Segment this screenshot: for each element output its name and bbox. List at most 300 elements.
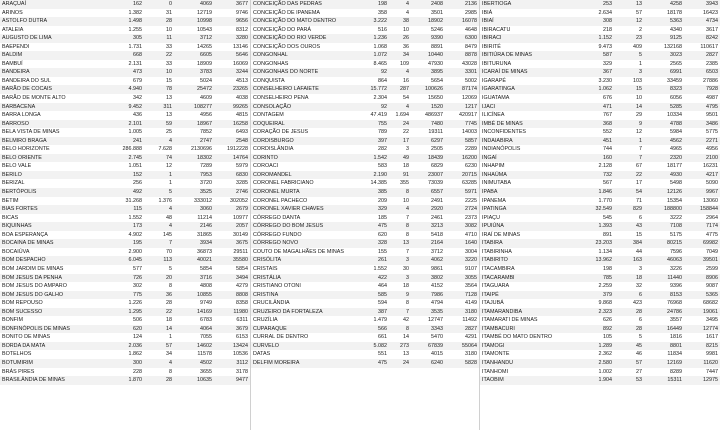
vaccinated-first-dose: 6557 (411, 188, 445, 197)
vaccinated-second-dose: 16200 (445, 154, 479, 163)
confirmed-cases: 358 (355, 9, 389, 18)
municipality-name: BARÃO DE COCAIS (0, 85, 98, 94)
confirmed-cases: 1.226 (98, 299, 144, 308)
confirmed-cases: 2.036 (98, 342, 144, 351)
table-row (251, 43, 479, 52)
vaccinated-second-dose: 4038 (214, 94, 250, 103)
vaccinated-second-dose: 6300 (445, 34, 479, 43)
table-row (251, 120, 479, 129)
municipality-name: BARBACENA (0, 103, 98, 112)
confirmed-cases: 228 (98, 368, 144, 377)
table-row (0, 60, 250, 69)
vaccinated-first-dose: 1816 (644, 333, 684, 342)
vaccinated-second-dose: 55064 (445, 342, 479, 351)
vaccinated-second-dose: 8479 (445, 43, 479, 52)
table-row (0, 85, 250, 94)
vaccinated-first-dose: 5024 (174, 77, 214, 86)
municipality-name: ITAGUARA (480, 282, 578, 291)
municipality-name: IPATINGA (480, 205, 578, 214)
table-row (0, 274, 250, 283)
confirmed-cases: 767 (578, 111, 614, 120)
deaths: 8 (144, 368, 174, 377)
vaccinated-first-dose: 1520 (411, 103, 445, 112)
municipality-name: IPIAÇU (480, 214, 578, 223)
table-row (251, 145, 479, 154)
confirmed-cases: 105 (578, 333, 614, 342)
deaths: 7 (389, 248, 411, 257)
vaccinated-first-dose: 8153 (644, 291, 684, 300)
deaths: 1 (614, 60, 644, 69)
vaccinated-second-dose: 20715 (445, 171, 479, 180)
municipality-name: IMBÉ DE MINAS (480, 120, 578, 129)
confirmed-cases: 473 (98, 68, 144, 77)
confirmed-cases: 1.862 (98, 350, 144, 359)
municipality-name: IPANEMA (480, 197, 578, 206)
municipality-name: CONCEIÇÃO DAS PEDRAS (251, 0, 355, 9)
deaths: 6 (614, 291, 644, 300)
confirmed-cases: 385 (355, 188, 389, 197)
table-row (0, 291, 250, 300)
confirmed-cases: 2.304 (355, 94, 389, 103)
vaccinated-second-dose: 23265 (214, 85, 250, 94)
deaths: 7 (389, 214, 411, 223)
confirmed-cases: 577 (98, 265, 144, 274)
confirmed-cases: 218 (578, 26, 614, 35)
vaccinated-first-dose: 18302 (174, 154, 214, 163)
municipality-name: BARROSO (0, 120, 98, 129)
municipality-name: BOM JESUS DO AMPARO (0, 282, 98, 291)
table-row (480, 9, 720, 18)
vaccinated-second-dose: 3180 (445, 308, 479, 317)
confirmed-cases: 789 (355, 128, 389, 137)
vaccinated-second-dose: 4987 (684, 94, 720, 103)
municipality-name: CORDISLÂNDIA (251, 145, 355, 154)
municipality-name: COUTO DE MAGALHÃES DE MINAS (251, 248, 355, 257)
confirmed-cases: 1.846 (578, 188, 614, 197)
vaccinated-second-dose: 8906 (684, 274, 720, 283)
municipality-name: BIAS FORTES (0, 205, 98, 214)
table-row (251, 274, 479, 283)
table-row (480, 111, 720, 120)
vaccinated-second-dose: 13060 (684, 197, 720, 206)
confirmed-cases: 368 (578, 120, 614, 129)
municipality-name: CORAÇÃO DE JESUS (251, 128, 355, 137)
municipality-name: INHAÚMA (480, 171, 578, 180)
table-row (251, 231, 479, 240)
table-row (251, 299, 479, 308)
table-row (251, 308, 479, 317)
municipality-name: BERIZAL (0, 179, 98, 188)
confirmed-cases: 1.005 (98, 128, 144, 137)
deaths: 5 (144, 265, 174, 274)
municipality-name: IJACI (480, 103, 578, 112)
deaths: 13 (389, 350, 411, 359)
vaccinated-first-dose: 25472 (174, 85, 214, 94)
confirmed-cases: 475 (355, 359, 389, 368)
vaccinated-second-dose: 16078 (445, 17, 479, 26)
vaccinated-first-dose: 3712 (411, 248, 445, 257)
table-row (251, 137, 479, 146)
vaccinated-first-dose: 8289 (644, 368, 684, 377)
confirmed-cases: 775 (98, 291, 144, 300)
vaccinated-second-dose: 8215 (684, 342, 720, 351)
vaccinated-first-dose: 10635 (174, 376, 214, 385)
municipality-name: CRISTÁLIA (251, 274, 355, 283)
confirmed-cases: 379 (578, 291, 614, 300)
vaccinated-first-dose: 9390 (411, 34, 445, 43)
vaccinated-second-dose: 10536 (214, 350, 250, 359)
deaths: 10 (144, 26, 174, 35)
vaccinated-second-dose: 16231 (684, 162, 720, 171)
deaths: 109 (389, 60, 411, 69)
vaccinated-second-dose: 3495 (684, 316, 720, 325)
vaccinated-second-dose: 4956 (684, 145, 720, 154)
vaccinated-first-dose: 12719 (174, 9, 214, 18)
table-row (0, 333, 250, 342)
deaths: 7 (614, 154, 644, 163)
deaths: 4 (389, 205, 411, 214)
vaccinated-second-dose: 7049 (684, 248, 720, 257)
deaths: 10 (614, 94, 644, 103)
confirmed-cases: 2.362 (578, 350, 614, 359)
vaccinated-second-dose: 3112 (214, 359, 250, 368)
table-row (251, 103, 479, 112)
table-row (251, 205, 479, 214)
confirmed-cases: 329 (355, 205, 389, 214)
deaths: 12 (614, 17, 644, 26)
vaccinated-second-dose: 5857 (445, 137, 479, 146)
deaths: 8 (389, 222, 411, 231)
deaths: 24 (389, 120, 411, 129)
table-row (0, 188, 250, 197)
table-row (480, 342, 720, 351)
deaths: 46 (614, 350, 644, 359)
vaccinated-first-dose: 5285 (644, 103, 684, 112)
vaccinated-first-dose: 3343 (411, 325, 445, 334)
vaccinated-first-dose: 14602 (174, 342, 214, 351)
deaths: 25 (144, 128, 174, 137)
vaccinated-second-dose: 4734 (684, 17, 720, 26)
confirmed-cases: 2.131 (98, 60, 144, 69)
table-row (0, 214, 250, 223)
deaths: 22 (144, 308, 174, 317)
deaths: 24 (389, 359, 411, 368)
vaccinated-second-dose: 1912228 (214, 145, 250, 154)
table-row (251, 214, 479, 223)
table-row (480, 34, 720, 43)
deaths: 3 (614, 265, 644, 274)
vaccinated-first-dose: 3895 (411, 68, 445, 77)
confirmed-cases: 471 (578, 103, 614, 112)
vaccinated-first-dose: 3934 (174, 239, 214, 248)
table-row (480, 299, 720, 308)
vaccinated-first-dose: 46063 (644, 256, 684, 265)
confirmed-cases: 1.062 (578, 85, 614, 94)
municipality-name: ITAIPÉ (480, 291, 578, 300)
deaths: 4 (389, 9, 411, 18)
vaccinated-first-dose: 3213 (411, 222, 445, 231)
vaccinated-first-dose: 3655 (174, 368, 214, 377)
confirmed-cases: 626 (578, 316, 614, 325)
deaths: 103 (614, 77, 644, 86)
municipality-name: IBIÁ (480, 9, 578, 18)
table-column-left (0, 0, 250, 385)
deaths: 8 (144, 282, 174, 291)
table-row (251, 265, 479, 274)
municipality-name: ITAMARANDIBA (480, 308, 578, 317)
vaccinated-second-dose: 9746 (214, 9, 250, 18)
table-row (480, 17, 720, 26)
municipality-name: BANDEIRA (0, 68, 98, 77)
table-row (0, 239, 250, 248)
deaths: 7.628 (144, 145, 174, 154)
vaccinated-second-dose: 63285 (445, 179, 479, 188)
vaccinated-first-dose: 3535 (411, 308, 445, 317)
table-row (251, 350, 479, 359)
table-row (251, 94, 479, 103)
table-row (251, 222, 479, 231)
vaccinated-second-dose: 4513 (214, 77, 250, 86)
confirmed-cases: 305 (98, 34, 144, 43)
municipality-name: BELO VALE (0, 162, 98, 171)
municipality-name: ITANHOMI (480, 368, 578, 377)
deaths: 17 (614, 179, 644, 188)
deaths: 4 (144, 359, 174, 368)
table-row (480, 179, 720, 188)
vaccinated-second-dose: 35580 (214, 256, 250, 265)
vaccinated-first-dose: 4930 (644, 171, 684, 180)
table-row (251, 316, 479, 325)
table-row (0, 17, 250, 26)
deaths: 3 (389, 256, 411, 265)
table-row (251, 9, 479, 18)
municipality-name: CONGONHAS DO NORTE (251, 68, 355, 77)
vaccinated-first-dose: 188800 (644, 205, 684, 214)
municipality-name: CONSELHEIRO PENA (251, 94, 355, 103)
table-row (480, 350, 720, 359)
vaccinated-second-dose: 2599 (684, 265, 720, 274)
vaccinated-second-dose: 99265 (214, 103, 250, 112)
municipality-name: ILICÍNEA (480, 111, 578, 120)
table-row (0, 51, 250, 60)
vaccinated-first-dose: 4069 (174, 0, 214, 9)
vaccinated-first-dose: 33459 (644, 77, 684, 86)
deaths: 22 (144, 51, 174, 60)
municipality-name: INIMUTABA (480, 179, 578, 188)
vaccinated-first-dose: 2565 (644, 60, 684, 69)
confirmed-cases: 3.230 (578, 77, 614, 86)
confirmed-cases: 864 (355, 77, 389, 86)
confirmed-cases: 1.382 (98, 9, 144, 18)
vaccinated-first-dose: 3720 (174, 179, 214, 188)
deaths: 12 (614, 128, 644, 137)
municipality-name: BOM JESUS DO GALHO (0, 291, 98, 300)
confirmed-cases: 1.552 (355, 265, 389, 274)
vaccinated-second-dose: 3677 (214, 0, 250, 9)
table-row (0, 350, 250, 359)
municipality-name: CRUZEIRO DA FORTALEZA (251, 308, 355, 317)
vaccinated-second-dose: 3280 (214, 34, 250, 43)
municipality-name: CORONEL FABRICIANO (251, 179, 355, 188)
table-row (251, 60, 479, 69)
confirmed-cases: 566 (355, 325, 389, 334)
vaccinated-first-dose: 5654 (411, 77, 445, 86)
deaths: 2 (614, 26, 644, 35)
table-row (480, 359, 720, 368)
table-column-middle (251, 0, 479, 368)
vaccinated-second-dose: 6230 (445, 162, 479, 171)
confirmed-cases: 1.498 (98, 17, 144, 26)
vaccinated-first-dose: 73039 (411, 179, 445, 188)
municipality-name: BERILO (0, 171, 98, 180)
deaths: 1 (144, 333, 174, 342)
table-row (480, 291, 720, 300)
deaths: 113 (144, 256, 174, 265)
municipality-name: CORONEL MURTA (251, 188, 355, 197)
vaccinated-second-dose: 9656 (214, 17, 250, 26)
deaths: 22 (614, 171, 644, 180)
deaths: 145 (144, 231, 174, 240)
table-row (251, 282, 479, 291)
vaccinated-first-dose: 7480 (411, 120, 445, 129)
vaccinated-second-dose: 4279 (214, 282, 250, 291)
municipality-name: ASTOLFO DUTRA (0, 17, 98, 26)
deaths: 14 (389, 333, 411, 342)
vaccinated-first-dose: 18967 (174, 120, 214, 129)
table-row (480, 222, 720, 231)
vaccinated-second-dose: 3055 (445, 274, 479, 283)
table-row (480, 0, 720, 9)
vaccinated-second-dose: 27886 (684, 77, 720, 86)
municipality-name: CONQUISTA (251, 77, 355, 86)
deaths: 1.376 (144, 197, 174, 206)
table-row (480, 162, 720, 171)
table-row (0, 248, 250, 257)
municipality-name: ITABIRINHA (480, 248, 578, 257)
vaccinated-first-dose: 108277 (174, 103, 214, 112)
municipality-name: BONFINÓPOLIS DE MINAS (0, 325, 98, 334)
deaths: 18 (614, 274, 644, 283)
deaths: 78 (144, 85, 174, 94)
municipality-name: BARRA LONGA (0, 111, 98, 120)
deaths: 14 (614, 103, 644, 112)
vaccinated-first-dose: 7953 (174, 171, 214, 180)
municipality-name: BOTUMIRIM (0, 359, 98, 368)
vaccinated-first-dose: 18909 (174, 60, 214, 69)
vaccinated-first-dose: 10998 (174, 17, 214, 26)
vaccinated-second-dose: 7174 (684, 222, 720, 231)
municipality-name: CONCEIÇÃO DO PARÁ (251, 26, 355, 35)
municipality-name: INDAIABIRA (480, 137, 578, 146)
table-row (0, 26, 250, 35)
table-row (251, 111, 479, 120)
table-row (0, 359, 250, 368)
vaccinated-second-dose: 6503 (684, 68, 720, 77)
municipality-name: BELMIRO BRAGA (0, 137, 98, 146)
deaths: 7 (144, 239, 174, 248)
table-row (251, 34, 479, 43)
municipality-name: INCONFIDENTES (480, 128, 578, 137)
vaccinated-first-dose: 31865 (174, 231, 214, 240)
vaccinated-second-dose: 3486 (684, 120, 720, 129)
municipality-name: CRISTINA (251, 291, 355, 300)
vaccinated-first-dose: 7986 (411, 291, 445, 300)
deaths: 311 (144, 103, 174, 112)
municipality-name: IPABA (480, 188, 578, 197)
deaths: 28 (144, 17, 174, 26)
vaccinated-first-dose: 12126 (644, 188, 684, 197)
deaths: 3 (389, 145, 411, 154)
confirmed-cases: 516 (355, 26, 389, 35)
confirmed-cases: 1.072 (355, 51, 389, 60)
confirmed-cases: 397 (355, 137, 389, 146)
deaths: 355 (389, 179, 411, 188)
table-row (251, 128, 479, 137)
table-row (480, 137, 720, 146)
confirmed-cases: 2.745 (98, 154, 144, 163)
deaths: 8 (389, 188, 411, 197)
confirmed-cases: 552 (578, 128, 614, 137)
municipality-name: ITANHANDU (480, 359, 578, 368)
vaccinated-second-dose: 7128 (445, 291, 479, 300)
deaths: 57 (614, 9, 644, 18)
deaths: 30 (389, 265, 411, 274)
deaths: 7 (614, 145, 644, 154)
vaccinated-first-dose: 4062 (411, 256, 445, 265)
table-row (0, 222, 250, 231)
table-row (0, 34, 250, 43)
confirmed-cases: 1.542 (355, 154, 389, 163)
vaccinated-first-dose: 4788 (644, 120, 684, 129)
table-row (480, 205, 720, 214)
municipality-name: CONCEIÇÃO DO MATO DENTRO (251, 17, 355, 26)
confirmed-cases: 92 (355, 103, 389, 112)
table-row (0, 197, 250, 206)
municipality-name: IPUIÚNA (480, 222, 578, 231)
municipality-name: BELO HORIZONTE (0, 145, 98, 154)
table-row (251, 0, 479, 9)
municipality-name: BOM JESUS DA PENHA (0, 274, 98, 283)
vaccinated-first-dose: 7596 (644, 248, 684, 257)
vaccinated-first-dose: 14265 (174, 43, 214, 52)
vaccinated-first-dose: 10543 (174, 26, 214, 35)
vaccinated-first-dose: 3525 (174, 188, 214, 197)
vaccinated-first-dose: 67839 (411, 342, 445, 351)
deaths: 9 (614, 120, 644, 129)
table-row (480, 94, 720, 103)
table-row (480, 188, 720, 197)
vaccinated-first-dose: 6829 (411, 162, 445, 171)
municipality-name: IBERTIOGA (480, 0, 578, 9)
table-row (0, 342, 250, 351)
deaths: 384 (614, 239, 644, 248)
vaccinated-second-dose: 8312 (214, 26, 250, 35)
vaccinated-first-dose: 3501 (411, 9, 445, 18)
deaths: 53 (614, 376, 644, 385)
table-row (251, 171, 479, 180)
municipality-name: COROMANDEL (251, 171, 355, 180)
vaccinated-first-dose: 3222 (644, 214, 684, 223)
deaths: 28 (614, 308, 644, 317)
vaccinated-second-dose: 110617 (684, 43, 720, 52)
table-row (0, 308, 250, 317)
vaccinated-first-dose: 4609 (174, 94, 214, 103)
vaccinated-first-dose: 4340 (644, 26, 684, 35)
vaccinated-second-dose: 68682 (684, 299, 720, 308)
vaccinated-second-dose: 3675 (214, 239, 250, 248)
table-row (480, 145, 720, 154)
vaccinated-second-dose: 6493 (214, 128, 250, 137)
